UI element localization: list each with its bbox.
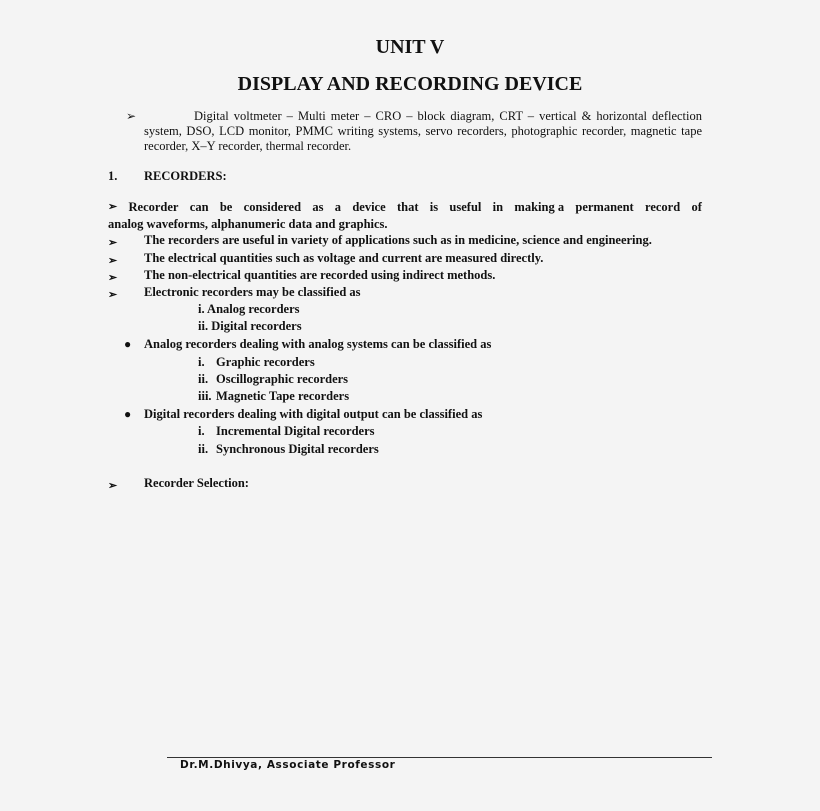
analog-item: [198, 389, 349, 404]
dot-bullet-icon: ●: [124, 407, 132, 421]
footer-author: Dr.M.Dhivya, Associate Professor: [180, 759, 396, 771]
intro-word: that: [396, 200, 419, 214]
bullet-item: The recorders are useful in variety of applications such as in medicine, science and engineering.: [144, 233, 652, 247]
chapter-title: DISPLAY AND RECORDING DEVICE: [237, 73, 583, 95]
arrow-bullet-icon: ➢: [108, 480, 118, 492]
digital-item: [198, 424, 375, 439]
item-number: i.: [198, 302, 205, 316]
item-label: Graphic recorders: [216, 355, 315, 369]
intro-word: can: [189, 200, 209, 214]
item-number: i.: [198, 355, 205, 369]
arrow-bullet-icon: ➢: [108, 237, 118, 249]
bullet-item: Electronic recorders may be classified as: [144, 285, 361, 299]
bullet-item: The non-electrical quantities are recorded using indirect methods.: [144, 268, 496, 282]
intro-word: permanent: [575, 200, 634, 214]
item-label: Incremental Digital recorders: [216, 424, 375, 438]
section-title: RECORDERS:: [144, 169, 227, 183]
item-label: Analog recorders: [207, 302, 300, 316]
intro-word: a: [334, 200, 342, 214]
intro-word: in: [492, 200, 504, 214]
section-number: 1.: [108, 169, 118, 183]
arrow-bullet-icon: ➢: [108, 272, 118, 284]
item-number: ii.: [198, 319, 209, 333]
intro-word: record: [645, 200, 681, 214]
intro-line-2: analog waveforms, alphanumeric data and graphics.: [108, 217, 388, 231]
syllabus-text: [144, 109, 702, 154]
digital-group-title: Digital recorders dealing with digital output can be classified as: [144, 407, 483, 421]
intro-word: useful: [449, 200, 482, 214]
intro-word: as: [312, 200, 324, 214]
item-number: i.: [198, 424, 205, 438]
item-label: Digital recorders: [211, 319, 302, 333]
footer-divider: [167, 757, 712, 758]
classification-item: [198, 302, 300, 317]
arrow-bullet-icon: ➢: [108, 255, 118, 267]
arrow-bullet-icon: ➢: [108, 201, 118, 213]
dot-bullet-icon: ●: [124, 337, 132, 351]
item-label: Oscillographic recorders: [216, 372, 349, 386]
intro-paragraph: [108, 199, 702, 233]
arrow-bullet-icon: ➢: [126, 109, 137, 123]
intro-word: Recorder: [128, 200, 179, 214]
intro-word: be: [219, 200, 233, 214]
item-number: ii.: [198, 372, 209, 386]
intro-word: making a: [514, 200, 565, 214]
intro-word: device: [352, 200, 386, 214]
selection-heading: Recorder Selection:: [144, 476, 249, 490]
analog-item: [198, 355, 315, 370]
intro-word: of: [691, 200, 702, 214]
arrow-bullet-icon: ➢: [108, 289, 118, 301]
analog-group-title: Analog recorders dealing with analog systems can be classified as: [144, 337, 492, 351]
classification-item: [198, 319, 302, 334]
item-number: ii.: [198, 442, 209, 456]
intro-word: is: [429, 200, 439, 214]
item-label: Synchronous Digital recorders: [216, 442, 379, 456]
bullet-item: The electrical quantities such as voltage and current are measured directly.: [144, 251, 544, 265]
item-number: iii.: [198, 389, 212, 403]
unit-title: UNIT V: [375, 36, 445, 58]
intro-line-1: [108, 199, 702, 216]
intro-word: considered: [243, 200, 302, 214]
analog-item: [198, 372, 348, 387]
digital-item: [198, 442, 379, 457]
syllabus-content: Digital voltmeter – Multi meter – CRO – block diagram, CRT – vertical & horizontal deflection system, DSO, LCD monitor, PMMC writing systems, servo recorders, photographic recorder, magnetic tape recorder, X–Y recorder, thermal recorder.: [144, 109, 702, 153]
item-label: Magnetic Tape recorders: [216, 389, 350, 403]
